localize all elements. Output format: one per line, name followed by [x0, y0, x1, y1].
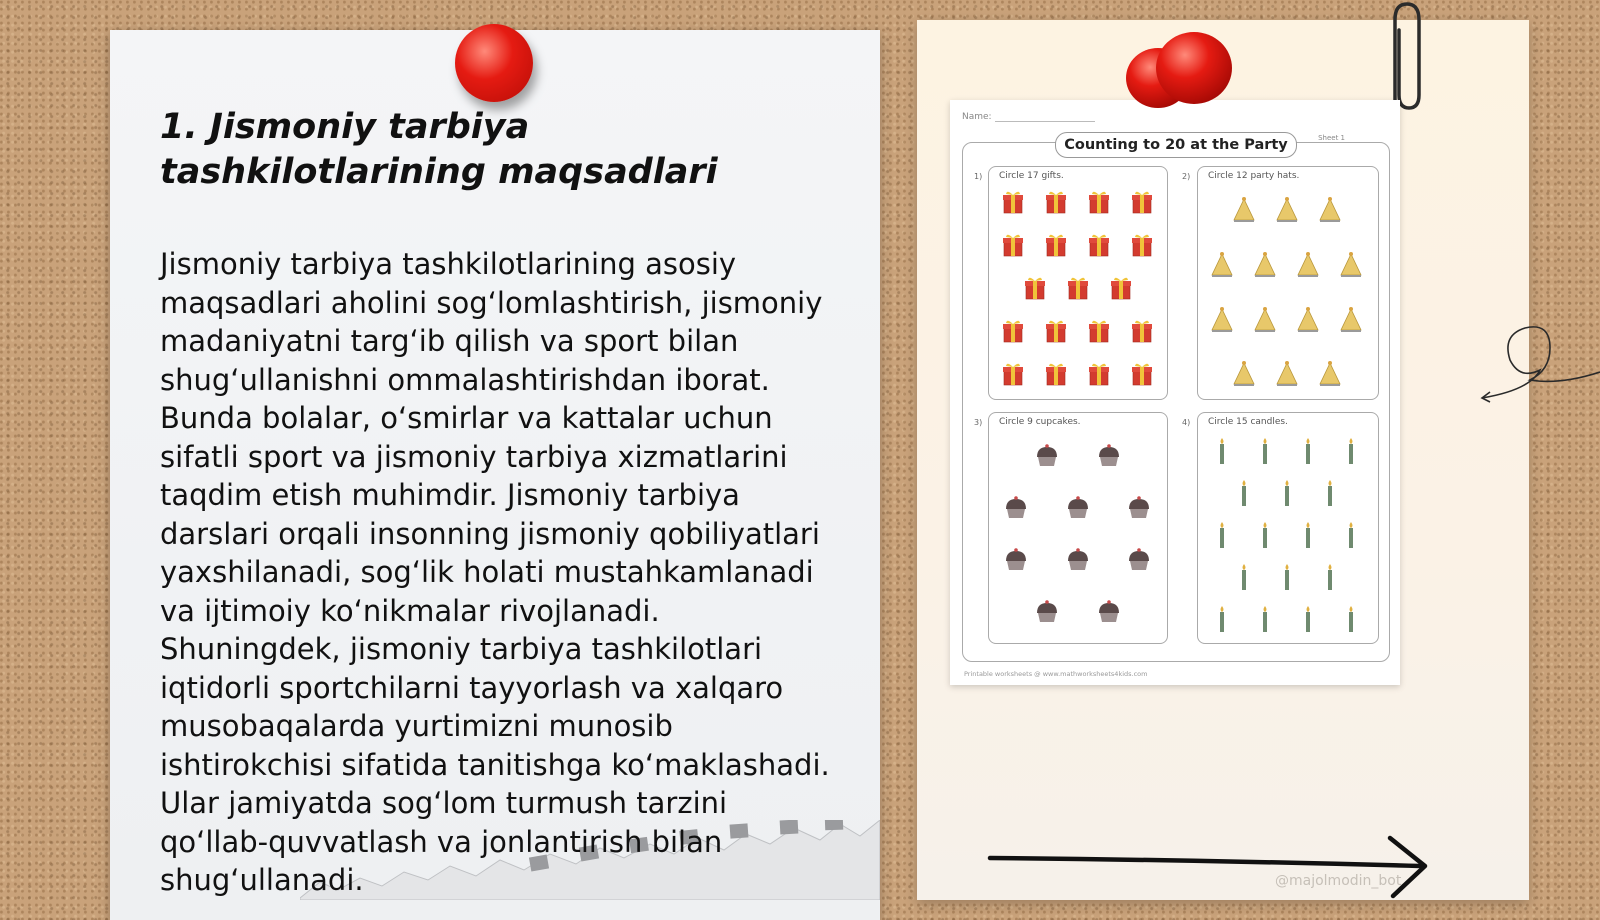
red-pushpin-icon: [455, 24, 533, 102]
box-2-number: 2): [1182, 172, 1191, 181]
gifts-box: [988, 166, 1168, 400]
box-4-number: 4): [1182, 418, 1191, 427]
watermark-text: @majolmodin_bot: [1275, 873, 1402, 889]
worksheet-footer: Printable worksheets @ www.mathworksheets4kids.com: [964, 670, 1148, 678]
candles-box-label: Circle 15 candles.: [1208, 417, 1288, 427]
slide-body-text: Jismoniy tarbiya tashkilotlarining asosiy maqsadlari aholini sog‘lomlashtirish, jismoniy madaniyatni targ‘ib qilish va sport bilan shug‘ullanishni ommalashtirishdan iborat. Bunda bolalar, o‘smirlar va kattalar uchun sifatli sport va jismoniy tarbiya xizmatlarini taqdim etish muhimdir. Jismoniy tarbiya darslari orqali insonning jismoniy qobiliyatlari yaxshilanadi, sog‘lik holati mustahkamlanadi va ijtimoiy ko‘nikmalar rivojlanadi. Shuningdek, jismoniy tarbiya tashkilotlari iqtidorli sportchilarni tayyorlash va xalqaro musobaqalarda yurtimizni munosib ishtirokchisi sifatida tanitishga ko‘maklashadi. Ular jamiyatda sog‘lom turmush tarzini qo‘llab-quvvatlash va jonlantirish bilan shug‘ullanadi.: [160, 247, 830, 897]
party-hats-box: [1197, 166, 1379, 400]
box-3-number: 3): [974, 418, 983, 427]
candle-icons: [1198, 413, 1378, 643]
cupcake-icons: [989, 413, 1167, 643]
worksheet-image: [950, 100, 1400, 685]
gifts-box-label: Circle 17 gifts.: [999, 171, 1064, 181]
long-arrow-icon: [985, 830, 1445, 900]
worksheet-name-line: [995, 121, 1095, 122]
box-1-number: 1): [974, 172, 983, 181]
party-hats-box-label: Circle 12 party hats.: [1208, 171, 1300, 181]
gift-icons: [989, 167, 1167, 399]
cupcakes-box-label: Circle 9 cupcakes.: [999, 417, 1081, 427]
candles-box: [1197, 412, 1379, 644]
cupcakes-box: [988, 412, 1168, 644]
slide-title: 1. Jismoniy tarbiya tashkilotlarining maqsadlari: [160, 107, 718, 192]
party-hat-icons: [1198, 167, 1378, 399]
loop-arrow-doodle: [1480, 310, 1600, 410]
worksheet-title: Counting to 20 at the Party: [1055, 132, 1297, 158]
worksheet-sheet-label: Sheet 1: [1318, 134, 1345, 142]
red-pushpin-icon-right: [1122, 30, 1234, 110]
worksheet-name-label: Name:: [962, 112, 992, 122]
